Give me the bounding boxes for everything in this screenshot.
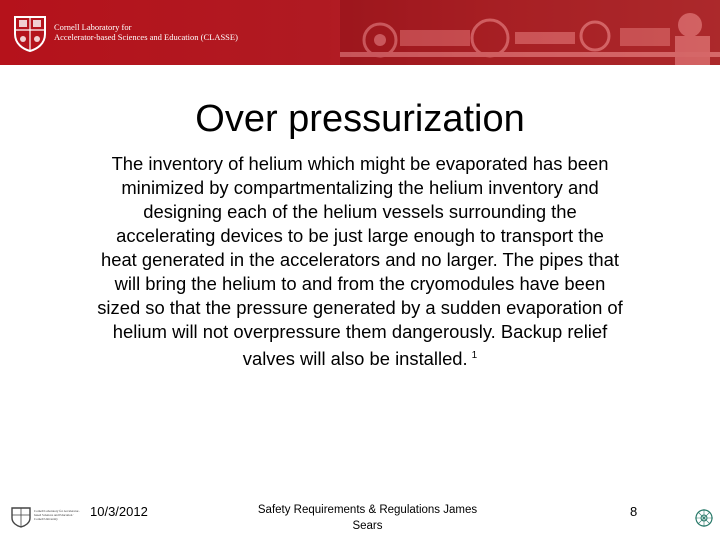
cornell-seal-icon bbox=[13, 14, 47, 52]
accelerator-machinery-image bbox=[340, 0, 720, 65]
header-banner bbox=[0, 0, 720, 65]
org-line-2: Accelerator-based Sciences and Education (CLASSE) bbox=[54, 32, 238, 42]
body-paragraph: The inventory of helium which might be evaporated has been minimized by compartmentalizing the helium inventory and designing each of the helium vessels surrounding the accelerating devices to be just large enough to transport the heat generated in the accelerators and no larger. The pipes that will bring the helium to and from the cryomodules have been sized so that the pressure generated by a sudden evaporation of helium will not overpressure them dangerously. Backup relief valves will also be installed. bbox=[97, 153, 623, 369]
footer-date: 10/3/2012 bbox=[90, 504, 148, 519]
cornell-seal-small-icon bbox=[10, 506, 32, 528]
slide-body bbox=[96, 152, 624, 371]
slide-title: Over pressurization bbox=[195, 98, 525, 140]
page-number: 8 bbox=[630, 504, 638, 519]
footer-title: Safety Requirements & Regulations James Sears bbox=[257, 504, 478, 532]
footer-org-text: Cornell Laboratory for Accelerator-based Sciences and Education · Cornell University bbox=[34, 509, 80, 521]
lab-logo-icon bbox=[694, 508, 714, 528]
footnote-marker: 1 bbox=[471, 350, 478, 361]
org-line-1: Cornell Laboratory for bbox=[54, 22, 132, 32]
organization-name bbox=[54, 22, 238, 42]
